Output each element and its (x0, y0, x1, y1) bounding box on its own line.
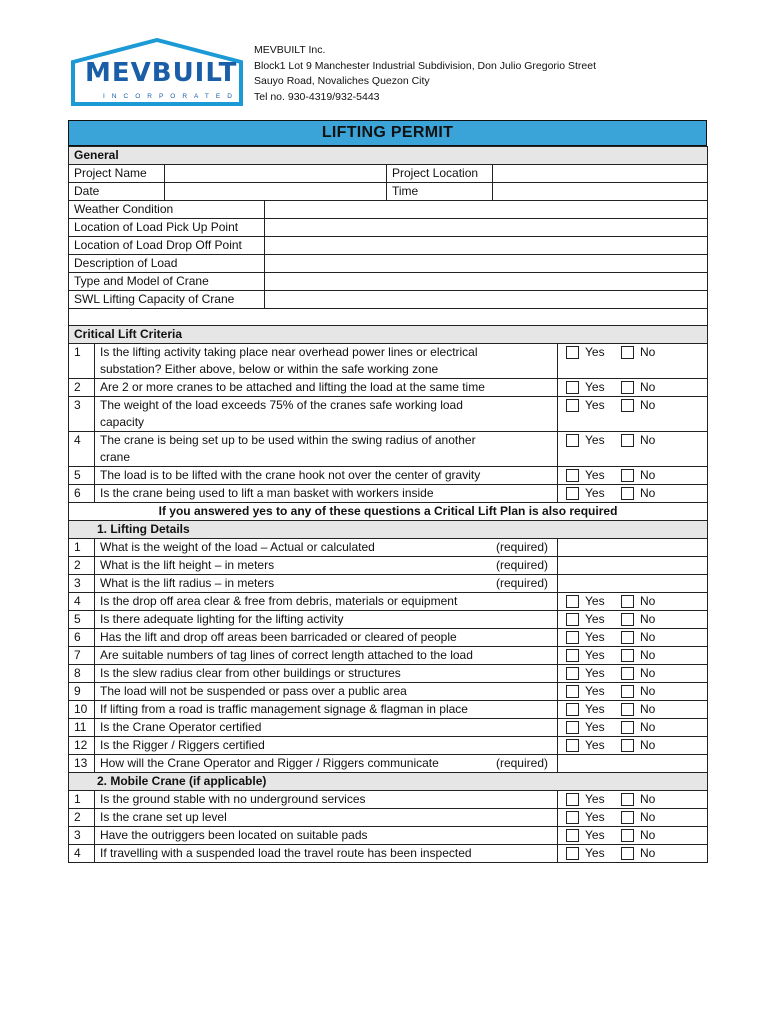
critical-item-row (69, 467, 708, 485)
date-row (69, 183, 708, 201)
spacer-row (69, 309, 708, 326)
yes-label: Yes (585, 846, 605, 860)
project-row (69, 165, 708, 183)
item-number: 11 (69, 719, 95, 737)
company-address-line2: Sauyo Road, Novaliches Quezon City (254, 75, 430, 87)
item-number: 6 (69, 485, 95, 503)
critical-yes-no (558, 485, 708, 503)
no-label: No (640, 846, 656, 860)
no-checkbox[interactable] (621, 346, 634, 359)
critical-yes-no (558, 467, 708, 485)
no-checkbox[interactable] (621, 667, 634, 680)
form-table (68, 146, 708, 863)
yes-checkbox[interactable] (566, 829, 579, 842)
mobile-question: If travelling with a suspended load the travel route has been inspected (95, 845, 558, 863)
mobile-yes-no (558, 845, 708, 863)
critical-question (95, 397, 558, 432)
yes-no-group (558, 611, 707, 628)
yes-no-group (558, 737, 707, 754)
spacer-cell (69, 309, 708, 326)
no-label: No (640, 648, 656, 662)
logo-text: MEVBUILT (85, 58, 238, 88)
weather-condition-label: Weather Condition (69, 201, 265, 219)
lifting-question (95, 683, 558, 701)
item-number: 4 (69, 845, 95, 863)
critical-item-row (69, 397, 708, 432)
yes-no-group (558, 701, 707, 718)
lifting-yes-no (558, 701, 708, 719)
mobile-heading: 2. Mobile Crane (if applicable) (69, 773, 708, 791)
yes-no-group (558, 379, 707, 396)
yes-label: Yes (585, 702, 605, 716)
critical-yes-no (558, 432, 708, 467)
yes-label: Yes (585, 630, 605, 644)
question-line: The load is to be lifted with the crane hook not over the center of gravity (100, 468, 481, 482)
project-name-label: Project Name (69, 165, 165, 183)
yes-label: Yes (585, 433, 605, 447)
lifting-question (95, 557, 558, 575)
item-number: 9 (69, 683, 95, 701)
critical-heading-row (69, 326, 708, 344)
no-label: No (640, 468, 656, 482)
item-number: 12 (69, 737, 95, 755)
no-label: No (640, 810, 656, 824)
load-description-field[interactable] (265, 255, 708, 273)
item-number: 4 (69, 432, 95, 467)
item-number: 2 (69, 809, 95, 827)
project-location-label: Project Location (387, 165, 493, 183)
lifting-question (95, 701, 558, 719)
yes-checkbox[interactable] (566, 703, 579, 716)
lifting-item-row (69, 611, 708, 629)
yes-label: Yes (585, 612, 605, 626)
lifting-item-row (69, 575, 708, 593)
yes-checkbox[interactable] (566, 667, 579, 680)
date-field[interactable] (165, 183, 387, 201)
yes-checkbox[interactable] (566, 793, 579, 806)
date-label: Date (69, 183, 165, 201)
form-title: LIFTING PERMIT (68, 120, 707, 146)
no-label: No (640, 612, 656, 626)
lifting-yes-no (558, 719, 708, 737)
lifting-heading-row (69, 521, 708, 539)
question-text: Is there adequate lighting for the lifting activity (100, 612, 344, 626)
no-label: No (640, 828, 656, 842)
yes-no-group (558, 647, 707, 664)
mobile-item-row (69, 809, 708, 827)
lifting-question (95, 647, 558, 665)
lifting-item-row (69, 539, 708, 557)
dropoff-point-field[interactable] (265, 237, 708, 255)
lifting-question (95, 539, 558, 557)
lifting-question (95, 611, 558, 629)
required-label: (required) (495, 540, 548, 554)
critical-item-row (69, 344, 708, 379)
yes-no-group (558, 432, 707, 449)
general-field-row (69, 273, 708, 291)
answer-field[interactable] (558, 557, 708, 575)
yes-label: Yes (585, 648, 605, 662)
lifting-yes-no (558, 611, 708, 629)
yes-checkbox[interactable] (566, 631, 579, 644)
crane-model-label: Type and Model of Crane (69, 273, 265, 291)
project-name-field[interactable] (165, 165, 387, 183)
question-text: Is the drop off area clear & free from debris, materials or equipment (100, 594, 458, 608)
company-address-line1: Block1 Lot 9 Manchester Industrial Subdivision, Don Julio Gregorio Street (254, 59, 597, 72)
no-label: No (640, 630, 656, 644)
lifting-item-row (69, 683, 708, 701)
no-label: No (640, 398, 656, 412)
mobile-item-row (69, 827, 708, 845)
required-label: (required) (495, 576, 548, 590)
no-checkbox[interactable] (621, 469, 634, 482)
project-location-field[interactable] (493, 165, 708, 183)
mobile-yes-no (558, 827, 708, 845)
lifting-item-row (69, 701, 708, 719)
no-checkbox[interactable] (621, 381, 634, 394)
yes-no-group (558, 791, 707, 808)
yes-checkbox[interactable] (566, 613, 579, 626)
yes-label: Yes (585, 468, 605, 482)
lifting-yes-no (558, 629, 708, 647)
critical-question (95, 379, 558, 397)
yes-checkbox[interactable] (566, 469, 579, 482)
mobile-question: Is the ground stable with no underground services (95, 791, 558, 809)
question-line: Is the lifting activity taking place near overhead power lines or electrical (100, 345, 478, 359)
general-field-row (69, 255, 708, 273)
no-label: No (640, 345, 656, 359)
question-text: Is the Rigger / Riggers certified (100, 738, 265, 752)
weather-condition-field[interactable] (265, 201, 708, 219)
item-number: 5 (69, 611, 95, 629)
item-number: 10 (69, 701, 95, 719)
item-number: 3 (69, 827, 95, 845)
general-field-row (69, 201, 708, 219)
critical-question (95, 432, 558, 467)
item-number: 5 (69, 467, 95, 485)
yes-no-group (558, 593, 707, 610)
company-info (254, 43, 596, 105)
lifting-item-row (69, 629, 708, 647)
no-label: No (640, 594, 656, 608)
item-number: 7 (69, 647, 95, 665)
yes-label: Yes (585, 398, 605, 412)
general-heading: General (69, 147, 708, 165)
yes-label: Yes (585, 345, 605, 359)
no-checkbox[interactable] (621, 399, 634, 412)
lifting-question (95, 719, 558, 737)
mobile-item-row (69, 845, 708, 863)
item-number: 4 (69, 593, 95, 611)
question-text: What is the lift height – in meters (100, 558, 275, 572)
yes-no-group (558, 683, 707, 700)
question-line: The weight of the load exceeds 75% of the cranes safe working load (100, 398, 463, 412)
mobile-question: Have the outriggers been located on suitable pads (95, 827, 558, 845)
item-number: 2 (69, 557, 95, 575)
yes-label: Yes (585, 486, 605, 500)
no-checkbox[interactable] (621, 685, 634, 698)
mobile-item-row (69, 791, 708, 809)
lifting-question (95, 629, 558, 647)
no-checkbox[interactable] (621, 595, 634, 608)
lifting-question (95, 575, 558, 593)
swl-capacity-label: SWL Lifting Capacity of Crane (69, 291, 265, 309)
question-text: What is the weight of the load – Actual or calculated (100, 540, 375, 554)
critical-item-row (69, 432, 708, 467)
yes-checkbox[interactable] (566, 434, 579, 447)
yes-label: Yes (585, 380, 605, 394)
yes-checkbox[interactable] (566, 487, 579, 500)
lifting-question (95, 665, 558, 683)
yes-checkbox[interactable] (566, 649, 579, 662)
time-field[interactable] (493, 183, 708, 201)
lifting-yes-no (558, 737, 708, 755)
question-line: substation? Either above, below or within the safe working zone (100, 362, 439, 376)
no-checkbox[interactable] (621, 631, 634, 644)
company-name: MEVBUILT Inc. (254, 44, 326, 56)
dropoff-point-label: Location of Load Drop Off Point (69, 237, 265, 255)
no-label: No (640, 684, 656, 698)
yes-no-group (558, 344, 707, 361)
yes-label: Yes (585, 666, 605, 680)
yes-label: Yes (585, 684, 605, 698)
item-number: 8 (69, 665, 95, 683)
mobile-yes-no (558, 809, 708, 827)
time-label: Time (387, 183, 493, 201)
crane-model-field[interactable] (265, 273, 708, 291)
yes-checkbox[interactable] (566, 685, 579, 698)
item-number: 2 (69, 379, 95, 397)
critical-items (69, 344, 708, 503)
no-label: No (640, 433, 656, 447)
yes-label: Yes (585, 594, 605, 608)
no-checkbox[interactable] (621, 487, 634, 500)
lifting-item-row (69, 665, 708, 683)
question-line: Is the crane being used to lift a man basket with workers inside (100, 486, 434, 500)
question-text: Has the lift and drop off areas been barricaded or cleared of people (100, 630, 457, 644)
question-text: How will the Crane Operator and Rigger / Riggers communicate (100, 756, 439, 770)
yes-no-group (558, 665, 707, 682)
answer-field[interactable] (558, 575, 708, 593)
load-description-label: Description of Load (69, 255, 265, 273)
lifting-items (69, 539, 708, 773)
yes-checkbox[interactable] (566, 399, 579, 412)
no-label: No (640, 666, 656, 680)
lifting-item-row (69, 593, 708, 611)
no-label: No (640, 738, 656, 752)
general-heading-row (69, 147, 708, 165)
question-line: crane (100, 450, 131, 464)
pickup-point-field[interactable] (265, 219, 708, 237)
general-field-row (69, 291, 708, 309)
critical-question (95, 485, 558, 503)
yes-label: Yes (585, 792, 605, 806)
lifting-heading: 1. Lifting Details (69, 521, 708, 539)
yes-checkbox[interactable] (566, 739, 579, 752)
critical-item-row (69, 485, 708, 503)
mobile-question: Is the crane set up level (95, 809, 558, 827)
no-label: No (640, 380, 656, 394)
no-label: No (640, 720, 656, 734)
no-label: No (640, 486, 656, 500)
lifting-question (95, 593, 558, 611)
lifting-permit-form (68, 120, 707, 863)
question-line: The crane is being set up to be used within the swing radius of another (100, 433, 476, 447)
company-logo (71, 38, 243, 106)
lifting-item-row (69, 647, 708, 665)
mobile-yes-no (558, 791, 708, 809)
required-label: (required) (495, 756, 548, 770)
lifting-yes-no (558, 665, 708, 683)
critical-note: If you answered yes to any of these questions a Critical Lift Plan is also required (69, 503, 708, 521)
answer-field[interactable] (558, 755, 708, 773)
question-text: Is the slew radius clear from other buildings or structures (100, 666, 401, 680)
lifting-item-row (69, 755, 708, 773)
yes-no-group (558, 397, 707, 414)
yes-checkbox[interactable] (566, 346, 579, 359)
yes-no-group (558, 629, 707, 646)
pickup-point-label: Location of Load Pick Up Point (69, 219, 265, 237)
question-line: Are 2 or more cranes to be attached and lifting the load at the same time (100, 380, 485, 394)
logo-subtext: INCORPORATED (103, 93, 239, 100)
yes-no-group (558, 827, 707, 844)
swl-capacity-field[interactable] (265, 291, 708, 309)
question-text: If lifting from a road is traffic management signage & flagman in place (100, 702, 468, 716)
question-text: What is the lift radius – in meters (100, 576, 275, 590)
yes-no-group (558, 719, 707, 736)
general-field-row (69, 237, 708, 255)
question-line: capacity (100, 415, 145, 429)
question-text: The load will not be suspended or pass over a public area (100, 684, 407, 698)
company-tel: Tel no. 930-4319/932-5443 (254, 90, 380, 103)
mobile-items (69, 791, 708, 863)
item-number: 13 (69, 755, 95, 773)
critical-note-row (69, 503, 708, 521)
question-text: Are suitable numbers of tag lines of correct length attached to the load (100, 648, 473, 662)
yes-label: Yes (585, 810, 605, 824)
no-label: No (640, 702, 656, 716)
critical-question (95, 467, 558, 485)
lifting-item-row (69, 557, 708, 575)
no-checkbox[interactable] (621, 829, 634, 842)
yes-label: Yes (585, 828, 605, 842)
lifting-yes-no (558, 593, 708, 611)
item-number: 6 (69, 629, 95, 647)
lifting-item-row (69, 737, 708, 755)
critical-item-row (69, 379, 708, 397)
general-field-row (69, 219, 708, 237)
item-number: 1 (69, 791, 95, 809)
no-checkbox[interactable] (621, 811, 634, 824)
item-number: 1 (69, 539, 95, 557)
yes-label: Yes (585, 738, 605, 752)
mobile-heading-row (69, 773, 708, 791)
question-text: Is the Crane Operator certified (100, 720, 262, 734)
yes-checkbox[interactable] (566, 595, 579, 608)
lifting-yes-no (558, 647, 708, 665)
yes-no-group (558, 485, 707, 502)
lifting-question (95, 755, 558, 773)
lifting-item-row (69, 719, 708, 737)
no-checkbox[interactable] (621, 847, 634, 860)
item-number: 1 (69, 344, 95, 379)
no-checkbox[interactable] (621, 793, 634, 806)
no-checkbox[interactable] (621, 739, 634, 752)
yes-checkbox[interactable] (566, 381, 579, 394)
yes-checkbox[interactable] (566, 811, 579, 824)
yes-no-group (558, 845, 707, 862)
item-number: 3 (69, 397, 95, 432)
yes-no-group (558, 809, 707, 826)
required-label: (required) (495, 558, 548, 572)
no-checkbox[interactable] (621, 434, 634, 447)
no-checkbox[interactable] (621, 649, 634, 662)
no-checkbox[interactable] (621, 703, 634, 716)
critical-heading: Critical Lift Criteria (69, 326, 708, 344)
yes-no-group (558, 467, 707, 484)
critical-question (95, 344, 558, 379)
answer-field[interactable] (558, 539, 708, 557)
no-label: No (640, 792, 656, 806)
lifting-yes-no (558, 683, 708, 701)
lifting-question (95, 737, 558, 755)
yes-label: Yes (585, 720, 605, 734)
critical-yes-no (558, 379, 708, 397)
no-checkbox[interactable] (621, 613, 634, 626)
yes-checkbox[interactable] (566, 721, 579, 734)
no-checkbox[interactable] (621, 721, 634, 734)
critical-yes-no (558, 397, 708, 432)
item-number: 3 (69, 575, 95, 593)
critical-yes-no (558, 344, 708, 379)
yes-checkbox[interactable] (566, 847, 579, 860)
